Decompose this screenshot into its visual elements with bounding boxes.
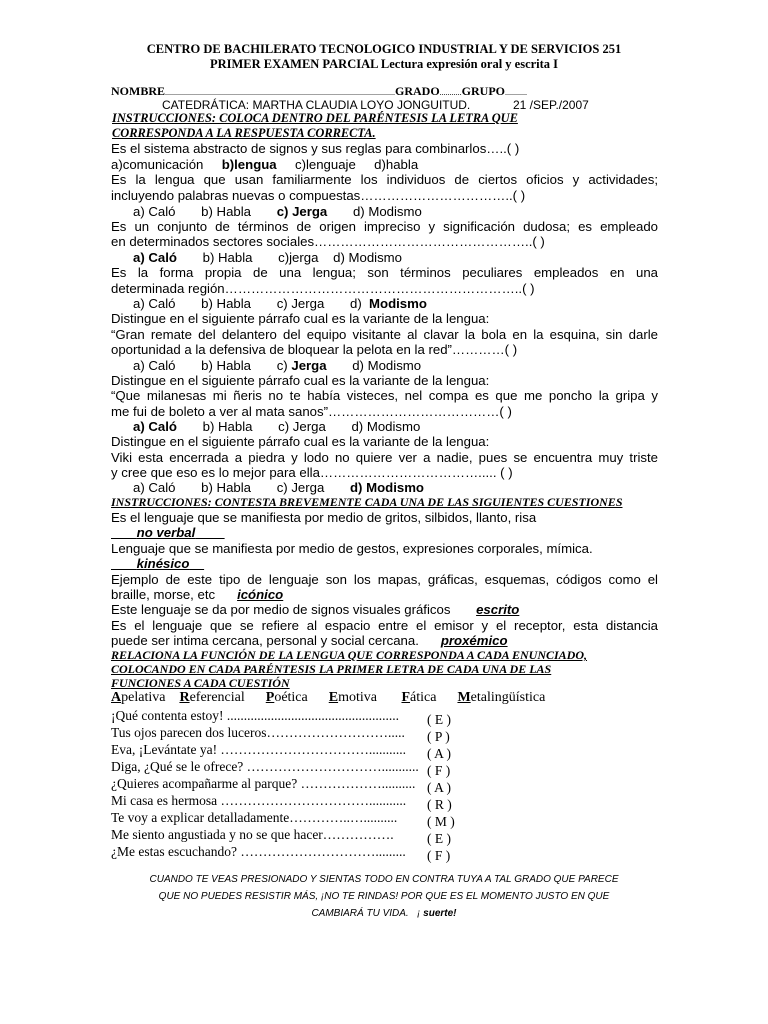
q5-line1: Distingue en el siguiente párrafo cual es la variante de la lengua: [111,311,490,326]
footer-luck: suerte! [423,908,457,919]
exam-name: PRIMER EXAMEN PARCIAL [209,57,378,71]
s2-q1-answer [111,525,225,540]
s2-q2-answer-text: kinésico [136,556,190,571]
footer-line2: QUE NO PUEDES RESISTIR MÁS, ¡NO TE RINDAS! POR QUE ES EL MOMENTO JUSTO EN QUE [158,891,610,902]
q1-options [111,157,418,172]
function-item: Tus ojos parecen dos luceros………………………..... ( P ) [111,725,450,744]
s2-q1-answer-text: no verbal [136,525,196,540]
function-item: ¿Quieres acompañarme al parque? ……………….......... ( A ) [111,776,452,795]
q5-opt-b: b) Habla [201,358,252,373]
q2-line1: Es la lengua que usan familiarmente los individuos de ciertos oficios y actividades; [111,172,658,187]
s2-q3-line1: Ejemplo de este tipo de lenguaje son los mapas, gráficas, esquemas, códigos como el [111,572,658,587]
q7-opt-a: a) Caló [133,480,176,495]
function-fatica: Fática [401,690,437,705]
q1-opt-d: d)habla [374,157,419,172]
q4-options [133,296,427,311]
q1-opt-c: c)lenguaje [294,157,356,172]
section3-instructions-line1: RELACIONA LA FUNCIÓN DE LA LENGUA QUE CORRESPONDA A CADA ENUNCIADO, [111,648,588,662]
q2-opt-d: d) Modismo [352,204,422,219]
exam-date: 21 /SEP./2007 [512,98,589,112]
exam-title [0,57,768,72]
section2-instructions: INSTRUCCIONES: CONTESTA BREVEMENTE CADA UNA DE LAS SIGUIENTES CUESTIONES [111,495,623,509]
q7-line1: Distingue en el siguiente párrafo cual es la variante de la lengua: [111,434,490,449]
section3-instructions-line3: FUNCIONES A CADA CUESTIÓN [111,676,290,690]
q1-text: Es el sistema abstracto de signos y sus reglas para combinarlos…..( ) [111,141,520,156]
s2-q5-line2 [111,633,508,648]
footer-line3 [0,908,768,919]
student-info-line [111,84,527,99]
q6-line1: Distingue en el siguiente párrafo cual es la variante de la lengua: [111,373,490,388]
q4-opt-b: b) Habla [201,296,252,311]
teacher-line [162,98,589,112]
q7-line2: Viki esta encerrada a piedra y lodo no quiere ver a nadie, pues se encuentra muy triste [111,450,658,465]
function-item: Me siento angustiada y no se que hacer…………….( E ) [111,827,451,846]
q1-opt-a: a)comunicación [111,157,204,172]
function-emotiva: Emotiva [328,690,377,705]
q4-opt-a: a) Caló [133,296,176,311]
functions-list [111,690,545,706]
q6-line3: me fui de boleto a ver al mata sanos”…………………………………( ) [111,404,512,419]
s2-q2-answer [111,556,204,571]
s2-q4-text: Este lenguaje se da por medio de signos visuales gráficos [111,602,451,617]
q7-opt-c: c) Jerga [276,480,325,495]
name-dots: ................................................................................................................... [165,88,395,97]
s2-q3-line2 [111,587,283,602]
q3-line1: Es un conjunto de términos de origen impreciso y significación dudosa; es empleado [111,219,658,234]
q2-opt-c: c) Jerga [276,204,328,219]
footer-line1: CUANDO TE VEAS PRESIONADO Y SIENTAS TODO EN CONTRA TUYA A TAL GRADO QUE PARECE [149,874,619,885]
q3-options [133,250,402,265]
grade-dots: ........... [439,88,462,97]
s2-q1-text: Es el lenguaje que se manifiesta por medio de gritos, silbidos, llanto, risa [111,510,537,525]
function-item: ¡Qué contenta estoy! ................................................... ( E ) [111,708,451,727]
q2-line2: incluyendo palabras nuevas o compuestas……………………………..( ) [111,188,526,203]
group-label: GRUPO [461,84,506,98]
q5-opt-a: a) Caló [133,358,176,373]
group-dots: ........... [505,88,528,97]
q5-opt-d: d) Modismo [352,358,422,373]
school-title: CENTRO DE BACHILERATO TECNOLOGICO INDUSTRIAL Y DE SERVICIOS 251 [146,42,622,56]
q5-line3: oportunidad a la defensiva de bloquear la pelota en la red”…………( ) [111,342,518,357]
section3-instructions-line2: COLOCANDO EN CADA PARÉNTESIS LA PRIMER LETRA DE CADA UNA DE LAS [111,662,552,676]
s2-q3-answer-text: icónico [237,587,284,602]
footer-line3-text: CAMBIARÁ TU VIDA. [311,908,409,919]
s2-q4 [111,602,519,617]
s2-q5-answer-text: proxémico [440,633,508,648]
function-item: ¿Me estas escuchando? …………………………......... ( F ) [111,844,451,863]
q6-opt-d: d) Modismo [351,419,421,434]
q4-line2: determinada región…………………………………………………………..( ) [111,281,535,296]
q3-opt-c: c)jerga [278,250,319,265]
q5-opt-c-word: Jerga [291,358,327,373]
function-poetica: Poética [265,690,308,705]
s2-q5-text: puede ser intima cercana, personal y social cercana. [111,633,419,648]
q4-opt-d-letter: d) [349,296,362,311]
q3-opt-d: d) Modismo [333,250,402,265]
q4-opt-c: c) Jerga [276,296,325,311]
q7-opt-d: d) Modismo [349,480,424,495]
name-label: NOMBRE [111,84,165,98]
function-item: Eva, ¡Levántate ya! ……………………………........... ( A ) [111,742,452,761]
q7-opt-b: b) Habla [201,480,252,495]
q6-opt-a: a) Caló [133,419,177,434]
q6-opt-c: c) Jerga [278,419,326,434]
q1-opt-b: b)lengua [221,157,277,172]
q5-line2: “Gran remate del delantero del equipo visitante al clavar la bola en la esquina, sin darle [111,327,658,342]
s2-q4-answer-text: escrito [476,602,520,617]
section1-instructions-line1: INSTRUCCIONES: COLOCA DENTRO DEL PARÉNTESIS LA LETRA QUE [112,111,518,125]
footer-exclaim: ¡ [417,908,421,919]
q2-opt-b: b) Habla [201,204,252,219]
teacher-name: CATEDRÁTICA: MARTHA CLAUDIA LOYO JONGUITUD. [162,98,471,112]
q3-line2: en determinados sectores sociales…………………………………………..( ) [111,234,545,249]
q6-options [133,419,420,434]
function-metalinguistica: Metalingüística [457,690,546,705]
q2-options [133,204,422,219]
q4-line1: Es la forma propia de una lengua; son términos peculiares empleados en una [111,265,658,280]
exam-subject: Lectura expresión oral y escrita I [380,57,559,71]
q4-opt-d-word: Modismo [369,296,427,311]
function-item: Diga, ¿Qué se le ofrece? …………………………........... ( F ) [111,759,451,778]
q7-options [133,480,424,495]
function-apelativa: Apelativa [111,690,166,705]
q7-line3: y cree que eso es lo mejor para ella………………………………..... ( ) [111,465,513,480]
s2-q3-text: braille, morse, etc [111,587,216,602]
grade-label: GRADO [395,84,440,98]
function-item: Mi casa es hermosa ……………………………........... ( R ) [111,793,452,812]
q6-line2: “Que milanesas mi ñeris no te había visteces, nel compa es que me poncho la gripa y [111,388,658,403]
s2-q2-text: Lenguaje que se manifiesta por medio de gestos, expresiones corporales, mímica. [111,541,593,556]
section1-instructions-line2: CORRESPONDA A LA RESPUESTA CORRECTA. [112,126,376,140]
s2-q5-line1: Es el lenguaje que se refiere al espacio entre el emisor y el receptor, esta distancia [111,618,658,633]
q3-opt-b: b) Habla [202,250,253,265]
function-referencial: Referencial [179,690,245,705]
function-item: Te voy a explicar detalladamente…………..….......... ( M ) [111,810,455,829]
q5-opt-c-letter: c) [276,358,288,373]
q3-opt-a: a) Caló [133,250,177,265]
q5-options [133,358,421,373]
q2-opt-a: a) Caló [133,204,176,219]
q6-opt-b: b) Habla [202,419,253,434]
